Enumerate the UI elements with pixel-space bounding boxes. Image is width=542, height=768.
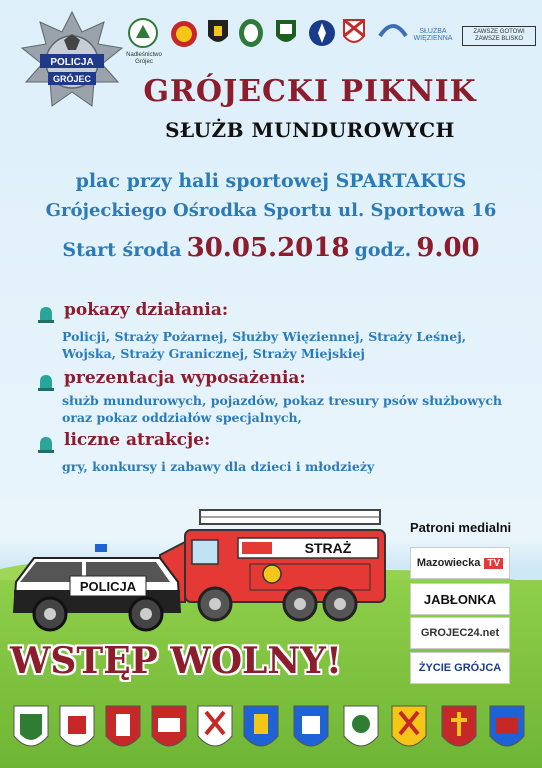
military-logo-icon <box>342 18 366 48</box>
media-patron-logo: Mazowiecka TV <box>410 547 510 579</box>
free-entry-banner: WSTĘP WOLNY! <box>10 640 342 682</box>
coat-of-arms-icon <box>150 704 188 756</box>
siren-icon <box>36 434 56 454</box>
police-car-label: POLICJA <box>79 579 137 594</box>
event-subtitle: SŁUŻB MUNDUROWYCH <box>165 118 455 142</box>
coat-of-arms-icon <box>242 704 280 756</box>
venue-line: plac przy hali sportowej SPARTAKUS <box>75 170 467 192</box>
fire-truck-label: STRAŻ <box>304 540 352 556</box>
shield-logo-icon <box>206 18 230 50</box>
police-car-icon <box>14 544 180 630</box>
media-patron-logo: GROJEC24.net <box>410 617 510 649</box>
section-line: służb mundurowych, pojazdów, pokaz tresury psów służbowych <box>62 393 503 408</box>
start-date: 30.05.2018 <box>186 233 350 263</box>
siren-icon <box>36 304 56 324</box>
media-patron-logo: JABŁONKA <box>410 583 510 615</box>
section-line: gry, konkursy i zabawy dla dzieci i młodzieży <box>62 459 375 474</box>
media-patrons-label: Patroni medialni <box>410 520 512 535</box>
media-patron-logo: ŻYCIE GRÓJCA <box>410 652 510 684</box>
coat-of-arms-icon <box>440 704 478 756</box>
start-line <box>0 233 542 263</box>
vehicles-illustration <box>10 500 395 640</box>
section-heading: liczne atrakcje: <box>64 430 211 450</box>
badge-top-text: POLICJA <box>50 57 94 68</box>
forest-guard-logo-icon <box>238 18 264 48</box>
forest-logo-icon <box>128 18 158 48</box>
border-guard-logo-icon <box>308 18 336 48</box>
sluzba-caption: SŁUŻBA WIĘZIENNA <box>413 28 453 42</box>
coats-of-arms-row <box>0 700 542 762</box>
city-guard-logo-icon <box>274 18 298 48</box>
coat-of-arms-icon <box>342 704 380 756</box>
zawsze-caption: ZAWSZE GOTOWI ZAWSZE BLISKO <box>462 26 536 46</box>
section-heading: pokazy działania: <box>64 300 229 320</box>
start-godz: godz. <box>354 239 412 261</box>
section-line: Wojska, Straży Granicznej, Straży Miejskiej <box>62 346 365 361</box>
siren-icon <box>36 372 56 392</box>
section-heading: prezentacja wyposażenia: <box>64 368 306 388</box>
fire-brigade-logo-icon <box>170 18 198 50</box>
coat-of-arms-icon <box>196 704 234 756</box>
section-line: Policji, Straży Pożarnej, Służby Więziennej, Straży Leśnej, <box>62 329 467 344</box>
partner-logos <box>128 12 538 72</box>
address-line: Grójeckiego Ośrodka Sportu ul. Sportowa 16 <box>45 200 497 221</box>
event-title: GRÓJECKI PIKNIK <box>143 74 477 109</box>
coat-of-arms-icon <box>58 704 96 756</box>
prison-service-logo-icon <box>378 18 408 40</box>
badge-bottom-text: GRÓJEC <box>52 74 92 84</box>
coat-of-arms-icon <box>390 704 428 756</box>
start-label: Start środa <box>62 239 182 261</box>
start-time: 9.00 <box>416 233 480 263</box>
nadlesnictwo-caption: Nadleśnictwo Grójec <box>126 52 162 65</box>
coat-of-arms-icon <box>292 704 330 756</box>
coat-of-arms-icon <box>488 704 526 756</box>
fire-truck-icon <box>160 510 385 620</box>
coat-of-arms-icon <box>12 704 50 756</box>
coat-of-arms-icon <box>104 704 142 756</box>
section-line: oraz pokaz oddziałów specjalnych, <box>62 410 302 425</box>
